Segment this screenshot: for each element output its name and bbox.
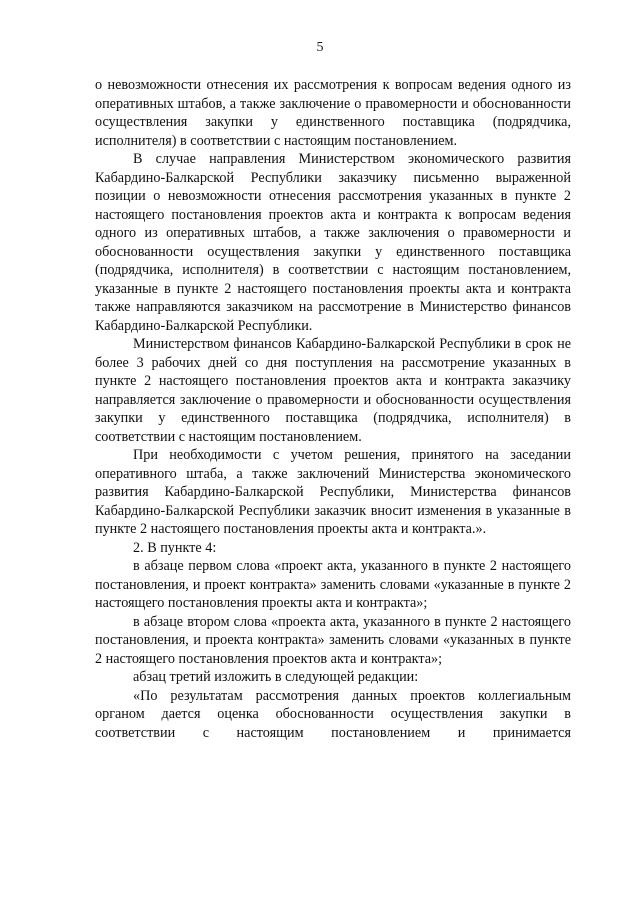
paragraph-finance-ministry: Министерством финансов Кабардино-Балкарской Республики в срок не более 3 рабочих дней со дня поступления на рассмотрение указанных в пункте 2 настоящего постановления проектов акта и контракта заказчику направляется заключение о правомерности и обоснованности осуществления закупки у единственного поставщика (подрядчика, исполнителя) в соответствии с настоящим постановлением. xyxy=(95,336,571,445)
paragraph-amendments: При необходимости с учетом решения, принятого на заседании оперативного штаба, а также заключений Министерства экономического развития Кабардино-Балкарской Республики, Министерства финансов Кабардино-Балкарской Республики заказчик вносит изменения в указанные в пункте 2 настоящего постановления проекты акта и контракта.». xyxy=(95,447,571,537)
document-body xyxy=(95,76,571,742)
paragraph-economy-ministry: В случае направления Министерством экономического развития Кабардино-Балкарской Республики заказчику письменно выраженной позиции о невозможности отнесения рассмотрения указанных в пункте 2 настоящего постановления проектов акта и контракта к вопросам ведения одного из оперативных штабов, а также заключения о правомерности и обоснованности осуществления закупки у единственного поставщика (подрядчика, исполнителя) в соответствии с настоящим постановлением, указанные в пункте 2 настоящего постановления проекты акта и контракта также направляются заказчиком на рассмотрение в Министерство финансов Кабардино-Балкарской Республики. xyxy=(95,151,571,334)
paragraph-continuation: о невозможности отнесения их рассмотрения к вопросам ведения одного из оперативных штабов, а также заключение о правомерности и обоснованности осуществления закупки у единственного поставщика (подрядчика, исполнителя) в соответствии с настоящим постановлением. xyxy=(95,77,571,149)
page-number: 5 xyxy=(316,40,324,55)
paragraph-second-abzac: в абзаце втором слова «проекта акта, указанного в пункте 2 настоящего постановления, и проекта контракта» заменить словами «указанных в пункте 2 настоящего постановления проектов акта и контракта»; xyxy=(95,613,571,667)
paragraph-third-abzac: абзац третий изложить в следующей редакции: xyxy=(133,669,419,685)
paragraph-new-wording: «По результатам рассмотрения данных проектов коллегиальным органом дается оценка обоснованности осуществления закупки в соответствии с настоящим постановлением и принимается xyxy=(95,687,571,741)
paragraph-item-2: 2. В пункте 4: xyxy=(133,539,217,556)
paragraph-first-abzac: в абзаце первом слова «проект акта, указанного в пункте 2 настоящего постановления, и проект контракта» заменить словами «указанные в пункте 2 настоящего постановления проекты акта и контракта»; xyxy=(95,558,571,611)
